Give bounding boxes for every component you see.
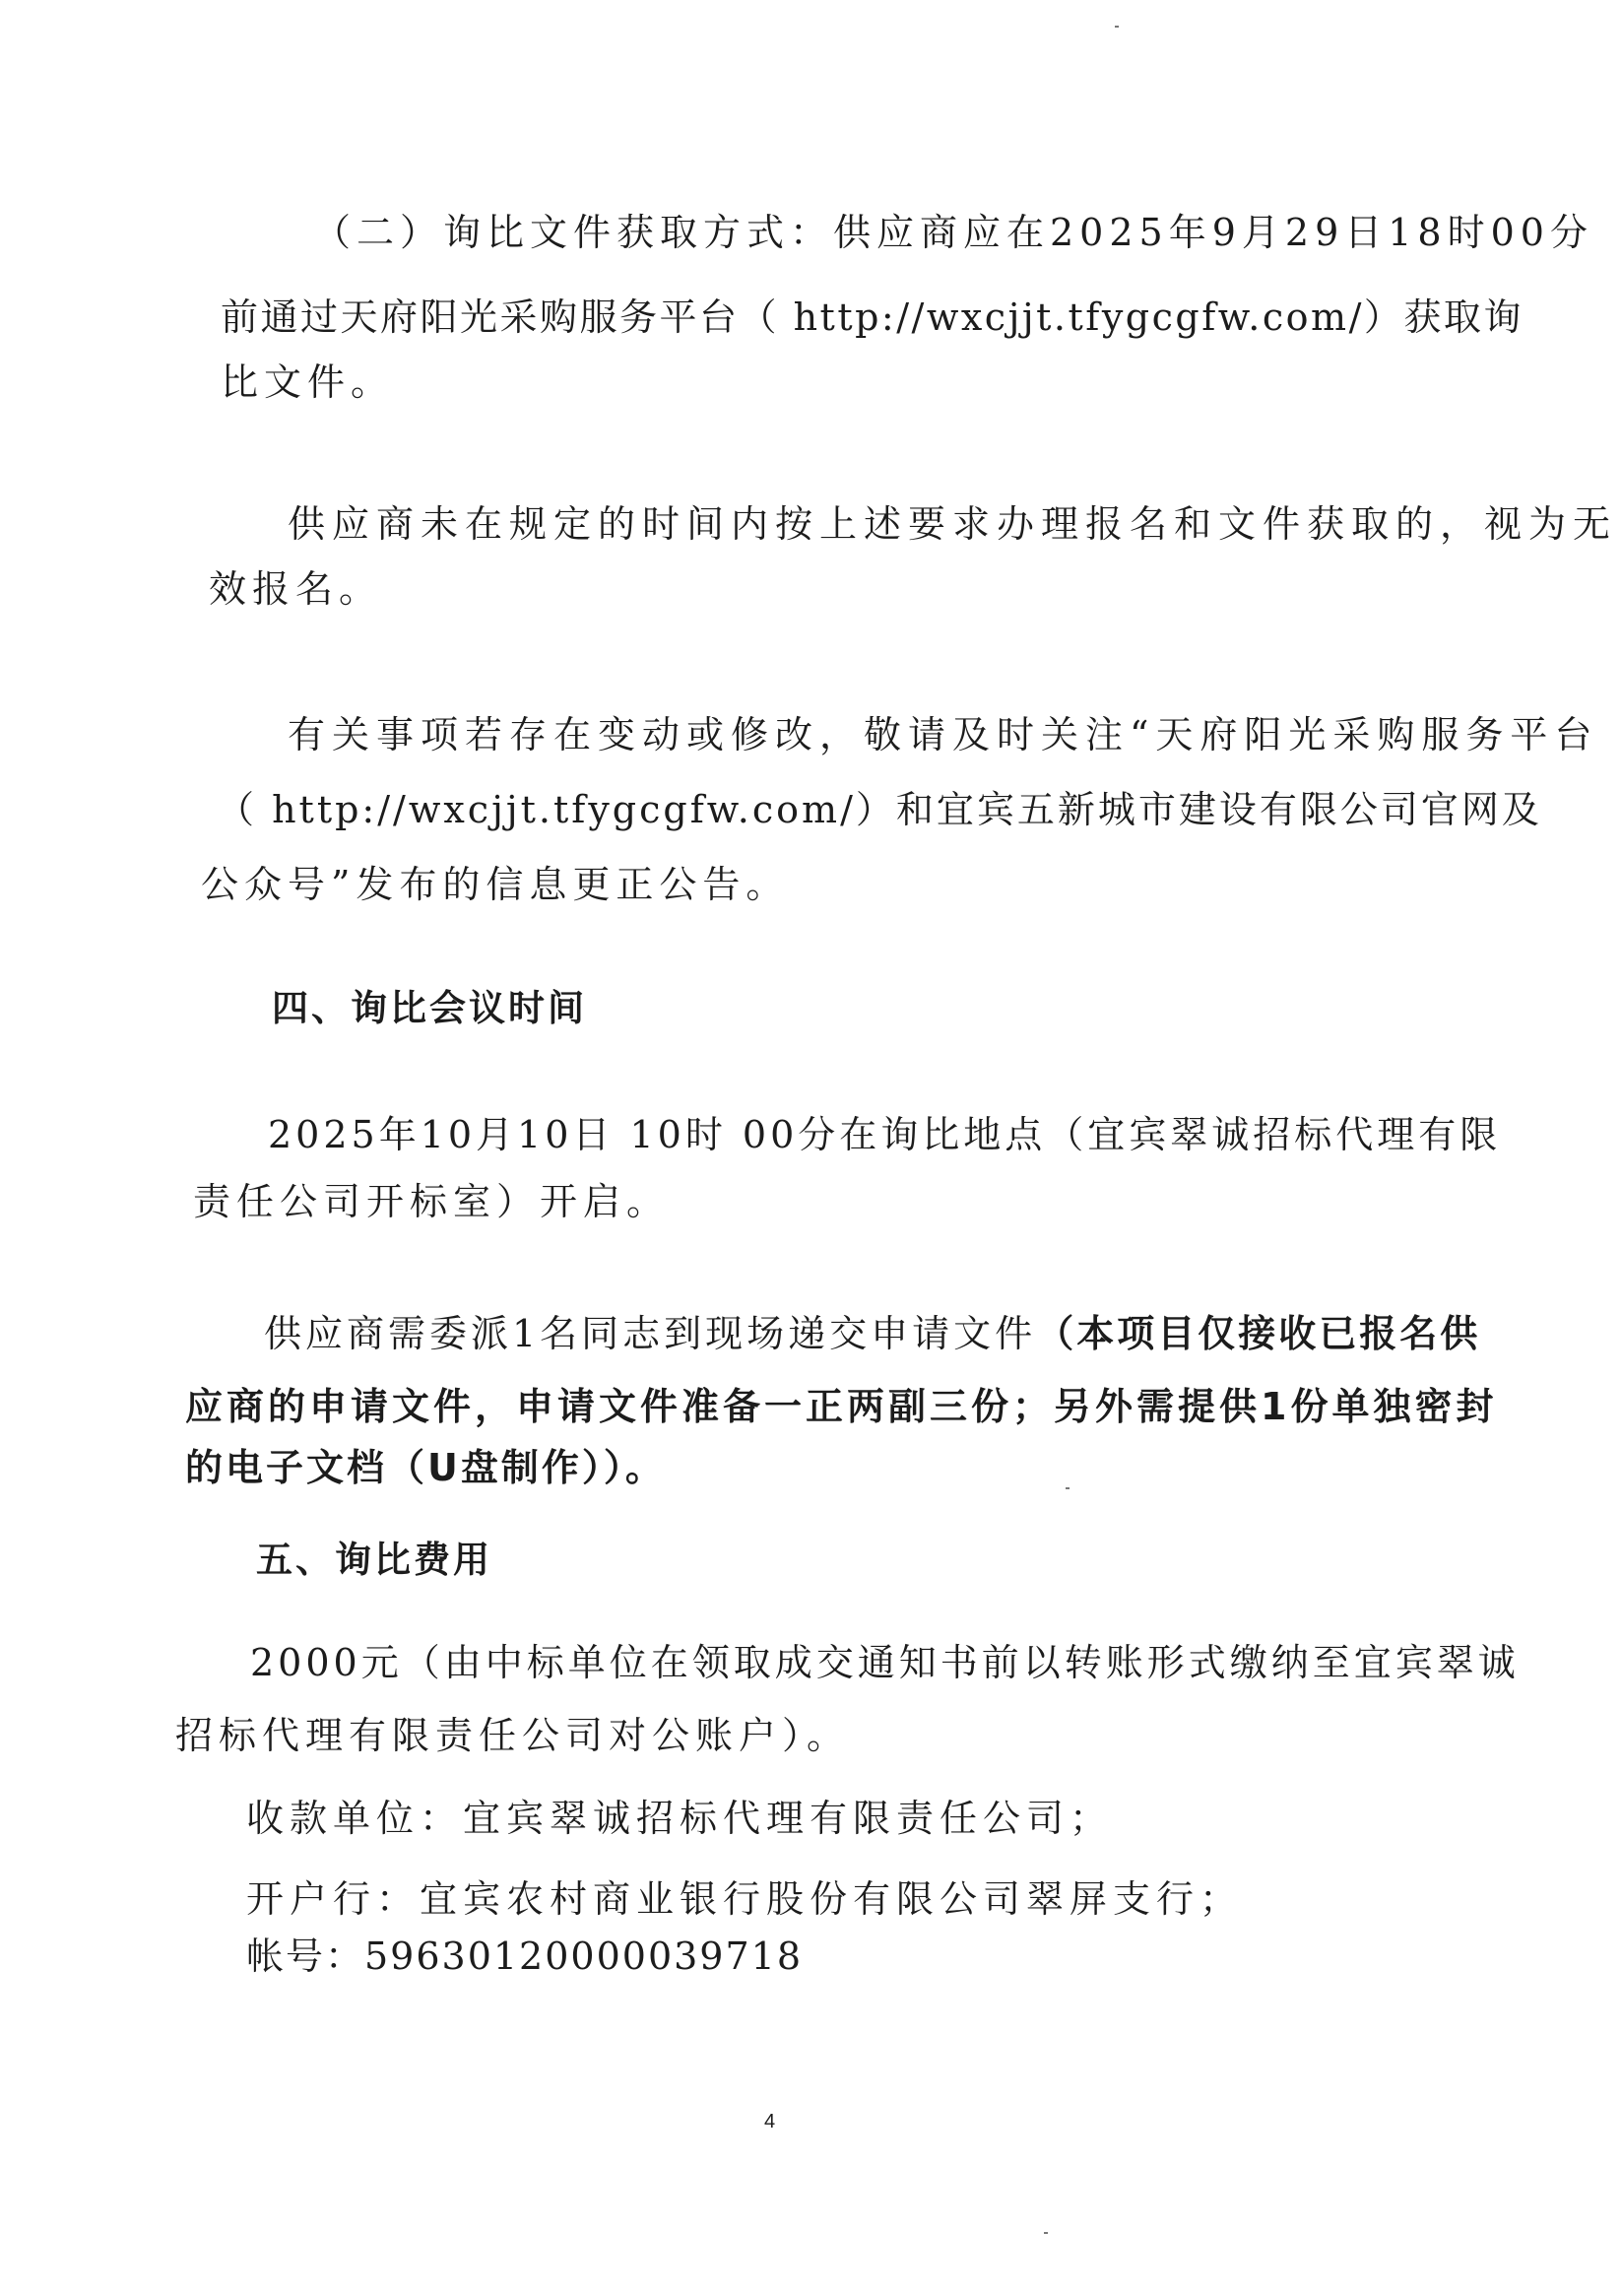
- section-4-line-2: 责任公司开标室）开启。: [193, 1180, 671, 1223]
- section-4-para-2-bold-text: （本项目仅接收已报名供: [1036, 1312, 1481, 1355]
- notice-changes-line-2: （ http://wxcjjt.tfygcgfw.com/）和宜宾五新城市建设有限公司官网及: [217, 788, 1542, 831]
- section-4-para-2-line-2: 应商的申请文件，申请文件准备一正两副三份；另外需提供1份单独密封: [185, 1385, 1498, 1428]
- scan-speck: [1066, 1487, 1070, 1489]
- section-4-para-2-line-3: 的电子文档（U盘制作））。: [185, 1446, 666, 1489]
- section-2-2-line-2: 前通过天府阳光采购服务平台（ http://wxcjjt.tfygcgfw.com/）获取询: [221, 295, 1524, 339]
- section-4-heading: 四、询比会议时间: [272, 987, 587, 1029]
- page-number: 4: [764, 2111, 776, 2132]
- section-2-2-line-3: 比文件。: [221, 361, 395, 404]
- notice-changes-line-1: 有关事项若存在变动或修改，敬请及时关注“天府阳光采购服务平台: [288, 713, 1599, 756]
- account-line: 帐号：59630120000039718: [246, 1935, 804, 1978]
- section-4-para-2-line-1: [264, 1310, 1480, 1357]
- section-4-para-2-text: 供应商需委派1名同志到现场递交申请文件: [264, 1312, 1037, 1355]
- section-2-2-line-1: （二）询比文件获取方式：供应商应在2025年9月29日18时00分: [313, 211, 1593, 254]
- scan-speck: [1115, 26, 1119, 28]
- section-5-line-2: 招标代理有限责任公司对公账户）。: [175, 1714, 851, 1757]
- section-5-line-1: 2000元（由中标单位在领取成交通知书前以转账形式缴纳至宜宾翠诚: [250, 1641, 1520, 1684]
- bank-line: 开户行：宜宾农村商业银行股份有限公司翠屏支行；: [246, 1877, 1244, 1921]
- section-5-heading: 五、询比费用: [256, 1539, 492, 1581]
- notice-invalid-line-2: 效报名。: [209, 567, 383, 611]
- scan-speck: [1044, 2232, 1048, 2234]
- section-4-line-1: 2025年10月10日 10时 00分在询比地点（宜宾翠诚招标代理有限: [268, 1113, 1502, 1156]
- notice-changes-line-3: 公众号”发布的信息更正公告。: [201, 863, 790, 906]
- payee-line: 收款单位：宜宾翠诚招标代理有限责任公司；: [246, 1797, 1114, 1840]
- notice-invalid-line-1: 供应商未在规定的时间内按上述要求办理报名和文件获取的，视为无: [288, 502, 1618, 546]
